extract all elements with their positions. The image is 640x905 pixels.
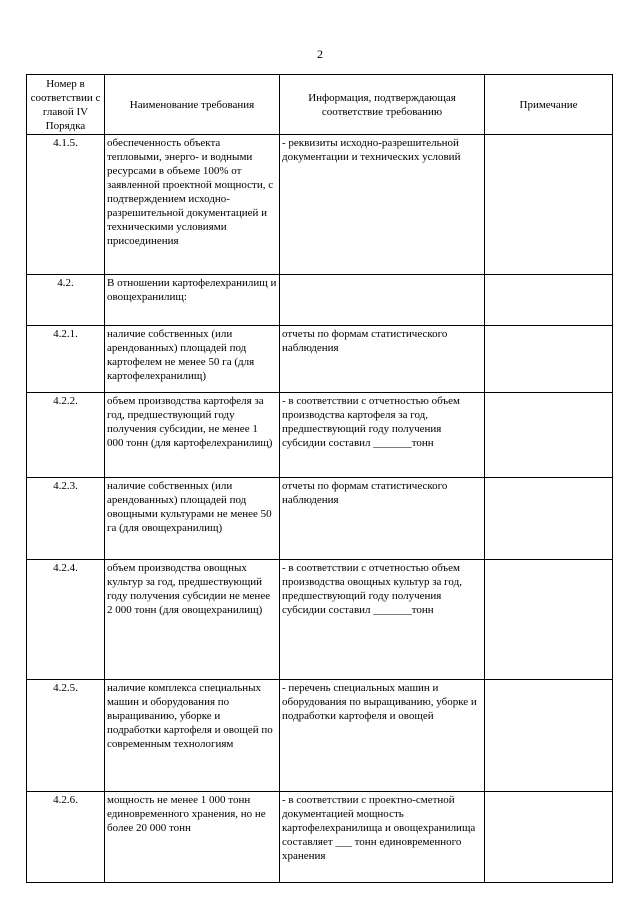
table-section-row	[27, 275, 613, 326]
page-number: 2	[317, 47, 323, 61]
header-name: Наименование требования	[105, 75, 280, 135]
requirements-table	[26, 74, 613, 883]
row-requirement: мощность не менее 1 000 тонн единовременного хранения, но не более 20 000 тонн	[105, 792, 280, 883]
header-note: Примечание	[485, 75, 613, 135]
row-number: 4.2.3.	[27, 478, 105, 560]
row-number: 4.1.5.	[27, 135, 105, 275]
row-requirement: наличие комплекса специальных машин и оборудования по выращиванию, уборке и подработки картофеля и овощей по современным технологиям	[105, 680, 280, 792]
row-requirement: наличие собственных (или арендованных) площадей под овощными культурами не менее 50 га (для овощехранилищ)	[105, 478, 280, 560]
header-number: Номер в соответствии с главой IV Порядка	[27, 75, 105, 135]
row-note	[485, 680, 613, 792]
row-number: 4.2.2.	[27, 393, 105, 478]
row-info: - в соответствии с отчетностью объем производства картофеля за год, предшествующий году получения субсидии составил _______тонн	[280, 393, 485, 478]
row-note	[485, 135, 613, 275]
row-info	[280, 275, 485, 326]
table-row	[27, 326, 613, 393]
table-row	[27, 560, 613, 680]
row-note	[485, 792, 613, 883]
table-row	[27, 478, 613, 560]
row-note	[485, 560, 613, 680]
header-info: Информация, подтверждающая соответствие требованию	[280, 75, 485, 135]
row-requirement: объем производства картофеля за год, предшествующий году получения субсидии, не менее 1 000 тонн (для картофелехранилищ)	[105, 393, 280, 478]
table-row	[27, 393, 613, 478]
row-info: - реквизиты исходно-разрешительной документации и технических условий	[280, 135, 485, 275]
table-row	[27, 135, 613, 275]
row-info: - в соответствии с проектно-сметной документацией мощность картофелехранилища и овощехранилища составляет ___ тонн единовременного хранения	[280, 792, 485, 883]
row-number: 4.2.	[27, 275, 105, 326]
table-header-row	[27, 75, 613, 135]
row-info: - в соответствии с отчетностью объем производства овощных культур за год, предшествующий году получения субсидии составил _______тонн	[280, 560, 485, 680]
row-section-title: В отношении картофелехранилищ и овощехранилищ:	[105, 275, 280, 326]
table-row	[27, 680, 613, 792]
row-number: 4.2.6.	[27, 792, 105, 883]
row-note	[485, 275, 613, 326]
row-requirement: наличие собственных (или арендованных) площадей под картофелем не менее 50 га (для картофелехранилищ)	[105, 326, 280, 393]
row-info: - перечень специальных машин и оборудования по выращиванию, уборке и подработки картофеля и овощей	[280, 680, 485, 792]
row-number: 4.2.5.	[27, 680, 105, 792]
row-requirement: объем производства овощных культур за год, предшествующий году получения субсидии не менее 2 000 тонн (для овощехранилищ)	[105, 560, 280, 680]
row-note	[485, 393, 613, 478]
row-number: 4.2.4.	[27, 560, 105, 680]
row-note	[485, 326, 613, 393]
table-row	[27, 792, 613, 883]
row-note	[485, 478, 613, 560]
row-requirement: обеспеченность объекта тепловыми, энерго- и водными ресурсами в объеме 100% от заявленной проектной мощности, с подтверждением исходно-разрешительной документацией и техническими условиями присоединения	[105, 135, 280, 275]
row-info: отчеты по формам статистического наблюдения	[280, 478, 485, 560]
row-number: 4.2.1.	[27, 326, 105, 393]
row-info: отчеты по формам статистического наблюдения	[280, 326, 485, 393]
